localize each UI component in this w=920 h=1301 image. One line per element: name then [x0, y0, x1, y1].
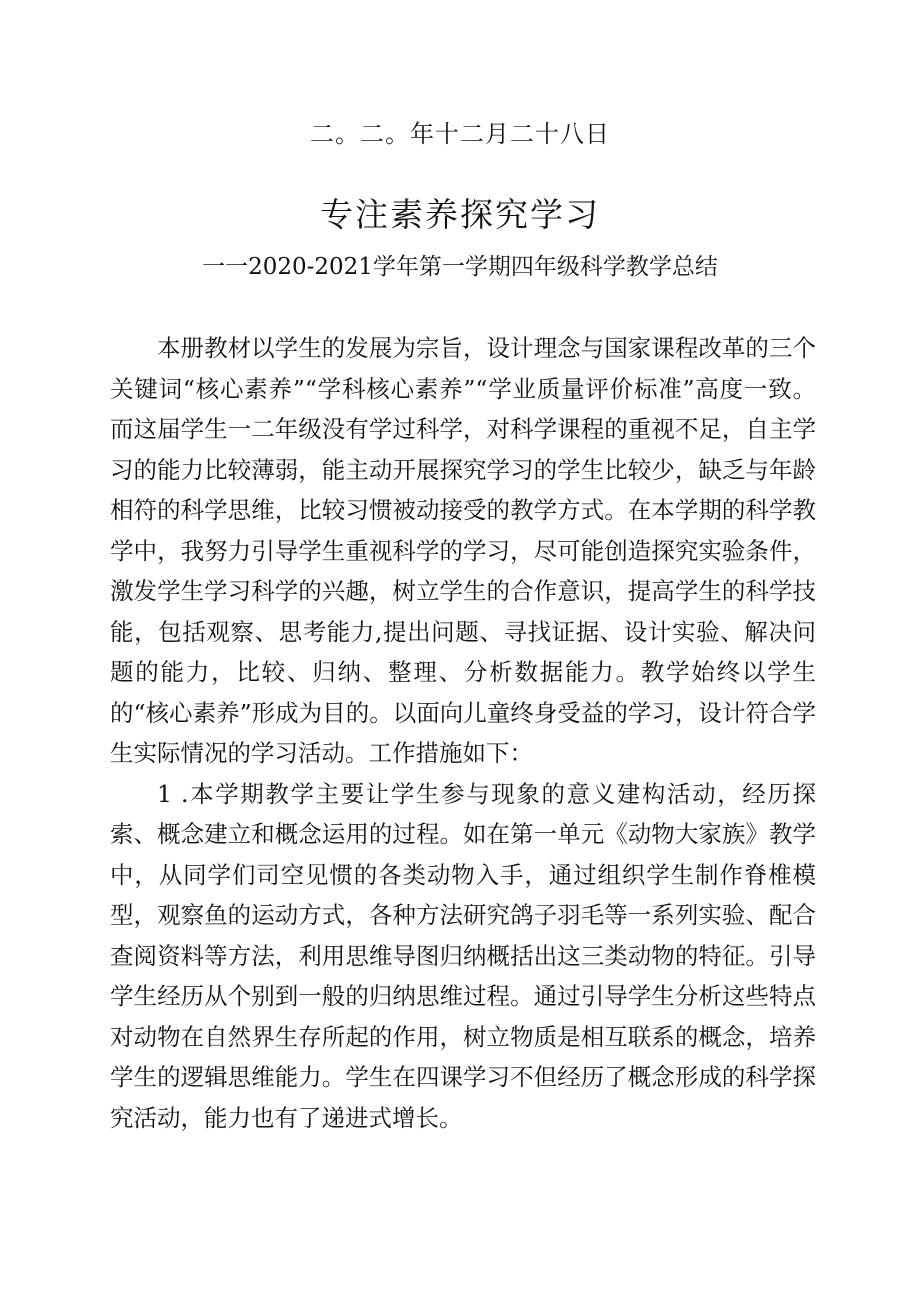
- body-paragraph-intro: 本册教材以学生的发展为宗旨，设计理念与国家课程改革的三个关键词“核心素养”“学科核心素养”“学业质量评价标准”高度一致。而这届学生一二年级没有学过科学，对科学课程的重视不足，自主学习的能力比较薄弱，能主动开展探究学习的学生比较少，缺乏与年龄相符的科学思维，比较习惯被动接受的教学方式。在本学期的科学教学中，我努力引导学生重视科学的学习，尽可能创造探究实验条件，激发学生学习科学的兴趣，树立学生的合作意识，提高学生的科学技能，包括观察、思考能力,提出问题、寻找证据、设计实验、解决问题的能力，比较、归纳、整理、分析数据能力。教学始终以学生的“核心素养”形成为目的。以面向儿童终身受益的学习，设计符合学生实际情况的学习活动。工作措施如下：: [110, 334, 816, 767]
- document-subtitle: 一一2020-2021学年第一学期四年级科学教学总结: [202, 254, 718, 280]
- document-date: 二。二。年十二月二十八日: [310, 120, 610, 148]
- document-title: 专注素养探究学习: [320, 195, 600, 234]
- document-body: [110, 328, 816, 1138]
- body-paragraph-measure-1: 1 .本学期教学主要让学生参与现象的意义建构活动，经历探索、概念建立和概念运用的过程。如在第一单元《动物大家族》教学中，从同学们司空见惯的各类动物入手，通过组织学生制作脊椎模型，观察鱼的运动方式，各种方法研究鸽子羽毛等一系列实验、配合查阅资料等方法，利用思维导图归纳概括出这三类动物的特征。引导学生经历从个别到一般的归纳思维过程。通过引导学生分析这些特点对动物在自然界生存所起的作用，树立物质是相互联系的概念，培养学生的逻辑思维能力。学生在四课学习不但经历了概念形成的科学探究活动，能力也有了递进式增长。: [110, 779, 816, 1132]
